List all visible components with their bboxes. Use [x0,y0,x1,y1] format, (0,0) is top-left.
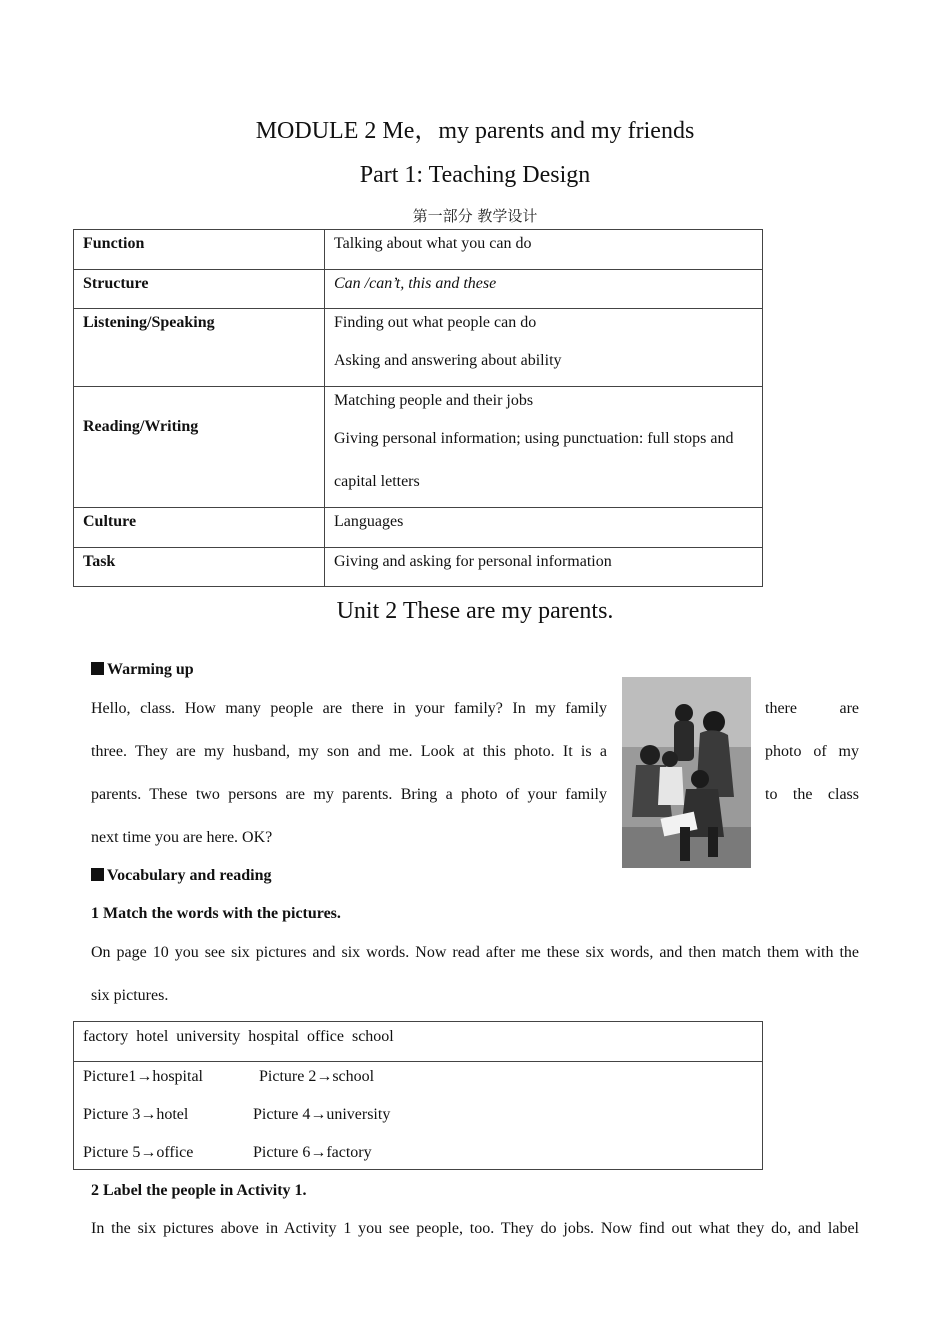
warming-text-line-right: there are [765,700,859,717]
vocabulary-heading: Vocabulary and reading [91,867,271,885]
family-photo [622,677,751,868]
warming-text-line: three. They are my husband, my son and me. Look at this photo. It is a [91,743,607,760]
row-value: Talking about what you can do [325,230,763,270]
match-item: Picture 5→office [83,1144,194,1161]
unit-title: Unit 2 These are my parents. [336,598,614,624]
match-item: Picture1→hospital [83,1068,203,1085]
row-key: Structure [74,270,325,309]
row-key: Reading/Writing [74,387,325,508]
square-bullet-icon [91,868,104,881]
match-item: Picture 6→factory [253,1144,372,1161]
module-title: MODULE 2 Me，my parents and my friends [255,118,695,144]
teaching-design-table [73,229,763,587]
row-value: Finding out what people can do Asking and answering about ability [325,309,763,387]
row-key: Function [74,230,325,270]
part-title: Part 1: Teaching Design [359,162,591,188]
table-row [74,1062,763,1170]
activity2-text-line: In the six pictures above in Activity 1 you see people, too. They do jobs. Now find out what they do, and label [91,1220,859,1237]
table-row [74,1022,763,1062]
word-list: factory hotel university hospital office school [74,1022,763,1062]
row-value: Languages [325,508,763,548]
matches-cell [74,1062,763,1170]
activity1-text-line: six pictures. [91,987,169,1004]
match-item: Picture 2→school [259,1068,375,1085]
warming-text-line: parents. These two persons are my parents. Bring a photo of your family [91,786,607,803]
warming-up-heading: Warming up [91,661,194,679]
match-row [83,1143,753,1163]
table-row [74,387,763,508]
part-subtitle: 第一部分 教学设计 [412,207,538,225]
table-row [74,508,763,548]
row-key: Task [74,548,325,587]
warming-text-line: Hello, class. How many people are there in your family? In my family [91,700,607,717]
table-row [74,309,763,387]
match-row [83,1105,753,1125]
row-value: Can /can’t, this and these [325,270,763,309]
table-row [74,230,763,270]
table-row [74,270,763,309]
warming-text-line: next time you are here. OK? [91,829,273,846]
activity1-title: 1 Match the words with the pictures. [91,905,341,922]
family-photo-illustration [622,677,751,868]
match-row [83,1067,753,1087]
warming-text-line-right: photo of my [765,743,859,760]
square-bullet-icon [91,662,104,675]
match-item: Picture 3→hotel [83,1106,189,1123]
word-match-table [73,1021,763,1170]
row-key: Listening/Speaking [74,309,325,387]
row-value: Matching people and their jobs Giving personal information; using punctuation: full stops and capital letters [325,387,763,508]
activity1-text-line: On page 10 you see six pictures and six words. Now read after me these six words, and then match them with the [91,944,859,961]
activity2-title: 2 Label the people in Activity 1. [91,1182,307,1199]
warming-text-line-right: to the class [765,786,859,803]
row-value: Giving and asking for personal information [325,548,763,587]
row-key: Culture [74,508,325,548]
table-row [74,548,763,587]
match-item: Picture 4→university [253,1106,391,1123]
